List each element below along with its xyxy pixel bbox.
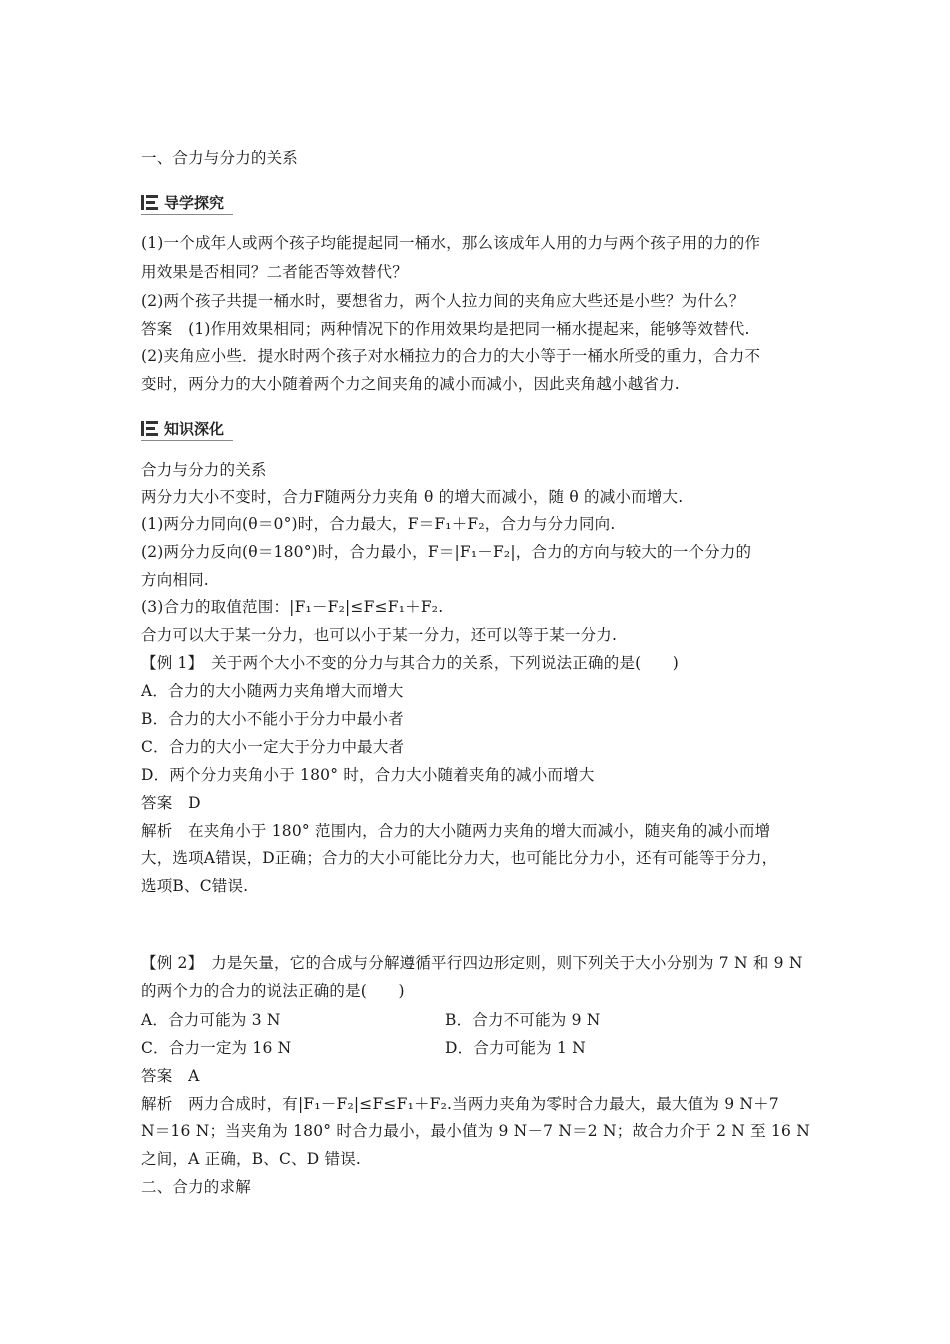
header-underline	[141, 440, 233, 441]
example1-option-a: A．合力的大小随两力夹角增大而增大	[141, 682, 404, 700]
example1-option-c: C．合力的大小一定大于分力中最大者	[141, 738, 405, 756]
knowledge-line2: (1)两分力同向(θ＝0°)时，合力最大，F＝F₁＋F₂，合力与分力同向.	[141, 515, 616, 533]
example1-answer: 答案 D	[141, 794, 201, 812]
knowledge-header-label: 知识深化	[164, 420, 225, 438]
example2-explanation3: 之间，A 正确，B、C、D 错误.	[141, 1150, 362, 1168]
example2-stem2: 的两个力的合力的说法正确的是( )	[141, 982, 405, 1000]
guide-q1-line2: 用效果是否相同？二者能否等效替代？	[141, 263, 408, 281]
example2-option-a: A．合力可能为 3 N	[141, 1011, 281, 1029]
example2-stem1: 【例 2】 力是矢量，它的合成与分解遵循平行四边形定则，则下列关于大小分别为 7 N 和 9 N	[141, 954, 803, 972]
example2-option-c: C．合力一定为 16 N	[141, 1039, 292, 1057]
example2-option-b: B．合力不可能为 9 N	[445, 1011, 601, 1029]
example2-answer: 答案 A	[141, 1067, 200, 1085]
section1-title: 一、合力与分力的关系	[141, 149, 299, 167]
knowledge-header	[141, 418, 233, 440]
example1-explanation2: 大，选项A错误，D正确；合力的大小可能比分力大，也可能比分力小，还有可能等于分力，	[141, 849, 778, 867]
guide-q1-line1: (1)一个成年人或两个孩子均能提起同一桶水，那么该成年人用的力与两个孩子用的力的作	[141, 234, 761, 252]
list-icon	[146, 421, 158, 436]
section2-title: 二、合力的求解	[141, 1178, 251, 1196]
guide-header-label: 导学探究	[164, 194, 225, 212]
example1-option-d: D．两个分力夹角小于 180° 时，合力大小随着夹角的减小而增大	[141, 766, 595, 784]
knowledge-title: 合力与分力的关系	[141, 461, 267, 479]
guide-header	[141, 192, 233, 214]
guide-answer2-line2: 变时，两分力的大小随着两个力之间夹角的减小而减小，因此夹角越小越省力.	[141, 375, 680, 393]
guide-q2: (2)两个孩子共提一桶水时，要想省力，两个人拉力间的夹角应大些还是小些？为什么？	[141, 292, 745, 310]
knowledge-line5: 合力可以大于某一分力，也可以小于某一分力，还可以等于某一分力.	[141, 626, 618, 644]
guide-answer2-line1: (2)夹角应小些．提水时两个孩子对水桶拉力的合力的大小等于一桶水所受的重力，合力不	[141, 347, 761, 365]
example2-explanation2: N＝16 N；当夹角为 180° 时合力最小，最小值为 9 N－7 N＝2 N；故合力介于 2 N 至 16 N	[141, 1122, 810, 1140]
header-underline	[141, 214, 233, 215]
example2-explanation1: 解析 两力合成时，有|F₁－F₂|≤F≤F₁＋F₂.当两力夹角为零时合力最大，最大值为 9 N＋7	[141, 1095, 779, 1113]
header-bar-icon	[141, 195, 144, 210]
knowledge-line1: 两分力大小不变时，合力F随两分力夹角 θ 的增大而减小，随 θ 的减小而增大.	[141, 488, 684, 506]
example1-explanation1: 解析 在夹角小于 180° 范围内，合力的大小随两力夹角的增大而减小，随夹角的减小而增	[141, 822, 771, 840]
guide-answer1: 答案 (1)作用效果相同；两种情况下的作用效果均是把同一桶水提起来，能够等效替代.	[141, 320, 750, 338]
example2-option-d: D．合力可能为 1 N	[445, 1039, 586, 1057]
header-bar-icon	[141, 421, 144, 436]
example1-explanation3: 选项B、C错误.	[141, 877, 249, 895]
example1-stem: 【例 1】 关于两个大小不变的分力与其合力的关系，下列说法正确的是( )	[141, 654, 680, 672]
example1-option-b: B．合力的大小不能小于分力中最小者	[141, 710, 404, 728]
knowledge-line3a: (2)两分力反向(θ＝180°)时，合力最小，F＝|F₁－F₂|，合力的方向与较大的一个分力的	[141, 543, 752, 561]
knowledge-line3b: 方向相同.	[141, 571, 209, 589]
knowledge-line4: (3)合力的取值范围：|F₁－F₂|≤F≤F₁＋F₂.	[141, 598, 444, 616]
list-icon	[146, 195, 158, 210]
